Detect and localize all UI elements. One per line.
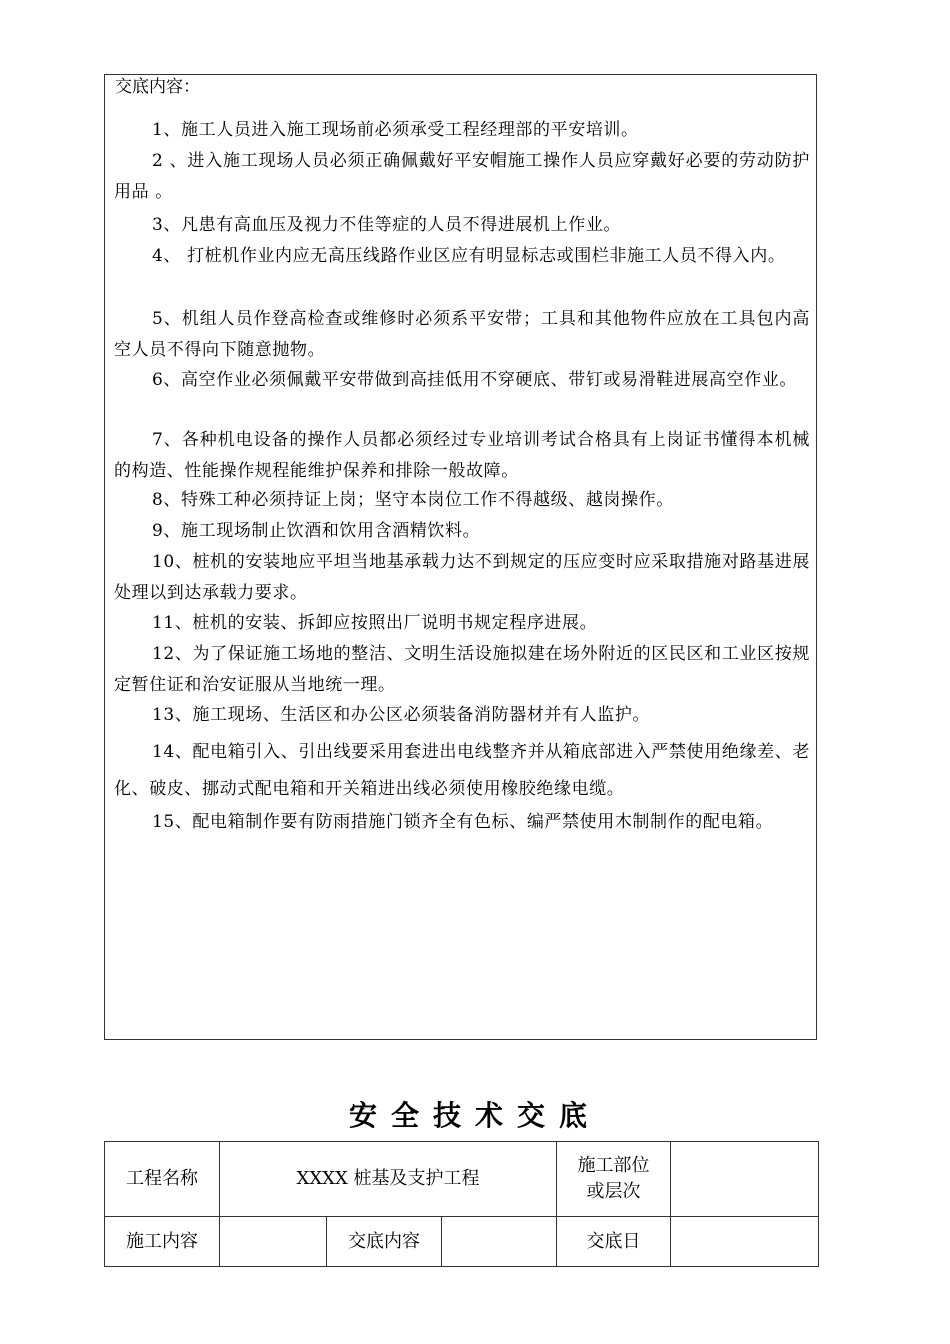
content-heading: 交底内容：: [115, 77, 200, 97]
disclosure-item-5: 5、机组人员作登高检查或维修时必须系平安带；工具和其他物件应放在工具包内高空人员不得向下随意抛物。: [114, 309, 810, 360]
disclosure-item-6: 6、高空作业必须佩戴平安带做到高挂低用不穿硬底、带钉或易滑鞋进展高空作业。: [152, 370, 798, 390]
disclosure-item-2: 2 、进入施工现场人员必须正确佩戴好平安帽施工操作人员应穿戴好必要的劳动防护用品 。: [114, 151, 810, 202]
work-content-value: [220, 1217, 327, 1267]
info-table: [104, 1141, 819, 1267]
disclosure-item-13: 13、施工现场、生活区和办公区必须装备消防器材并有人监护。: [152, 705, 651, 725]
disclosure-item-8: 8、特殊工种必须持证上岗；坚守本岗位工作不得越级、越岗操作。: [152, 490, 674, 510]
date-label: 交底日: [557, 1217, 671, 1267]
table-row: [105, 1217, 819, 1267]
project-name-label: 工程名称: [105, 1142, 220, 1217]
disclosure-item-7: 7、各种机电设备的操作人员都必须经过专业培训考试合格具有上岗证书懂得本机械的构造、性能操作规程能维护保养和排除一般故障。: [114, 430, 810, 481]
disclosure-item-12: 12、为了保证施工场地的整洁、文明生活设施拟建在场外附近的区民区和工业区按规定暂住证和治安证服从当地统一理。: [114, 644, 810, 695]
project-name-value: XXXX 桩基及支护工程: [220, 1142, 557, 1217]
disclosure-item-4: 4、 打桩机作业内应无高压线路作业区应有明显标志或围栏非施工人员不得入内。: [152, 246, 786, 266]
table-row: [105, 1142, 819, 1217]
disclosure-content-box: [104, 74, 817, 1040]
disclosure-value: [442, 1217, 557, 1267]
disclosure-item-15: 15、配电箱制作要有防雨措施门锁齐全有色标、编严禁使用木制制作的配电箱。: [152, 812, 774, 832]
date-value: [671, 1217, 819, 1267]
location-value: [671, 1142, 819, 1217]
disclosure-item-3: 3、凡患有高血压及视力不佳等症的人员不得进展机上作业。: [152, 215, 622, 235]
location-label: [557, 1142, 671, 1217]
disclosure-item-11: 11、桩机的安装、拆卸应按照出厂说明书规定程序进展。: [152, 613, 598, 633]
disclosure-label: 交底内容: [327, 1217, 442, 1267]
work-content-label: 施工内容: [105, 1217, 220, 1267]
disclosure-item-14: 14、配电箱引入、引出线要采用套进出电线整齐并从箱底部进入严禁使用绝缘差、老化、破皮、挪动式配电箱和开关箱进出线必须使用橡胶绝缘电缆。: [114, 742, 810, 799]
disclosure-item-10: 10、桩机的安装地应平坦当地基承载力达不到规定的压应变时应采取措施对路基进展处理以到达承载力要求。: [114, 552, 810, 603]
page-title: 安全技术交底: [348, 1099, 601, 1132]
disclosure-item-1: 1、施工人员进入施工现场前必须承受工程经理部的平安培训。: [152, 120, 639, 140]
location-label-text: 施工部位或层次: [577, 1155, 650, 1202]
disclosure-item-9: 9、施工现场制止饮酒和饮用含酒精饮料。: [152, 521, 481, 541]
